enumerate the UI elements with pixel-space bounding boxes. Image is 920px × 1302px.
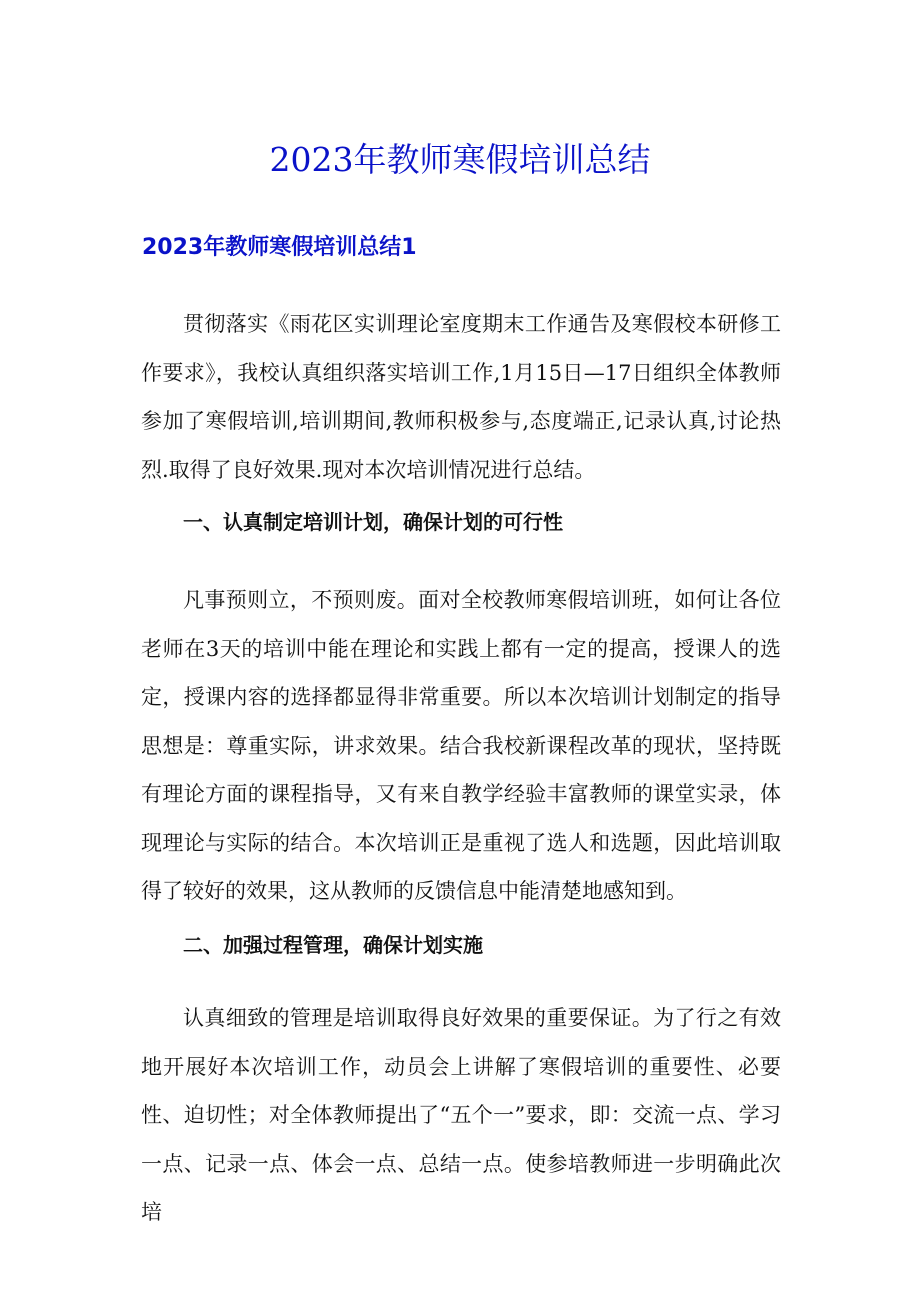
document-title: 2023年教师寒假培训总结 [269, 140, 651, 179]
heading-management: 二、加强过程管理，确保计划实施 [183, 933, 483, 957]
paragraph-plan: 凡事预则立，不预则废。面对全校教师寒假培训班，如何让各位老师在3天的培训中能在理论和实践上都有一定的提高，授课人的选定，授课内容的选择都显得非常重要。所以本次培训计划制定的指导思想是：尊重实际，讲求效果。结合我校新课程改革的现状，坚持既有理论方面的课程指导，又有来自教学经验丰富教师的课堂实录，体现理论与实际的结合。本次培训正是重视了选人和选题，因此培训取得了较好的效果，这从教师的反馈信息中能清楚地感知到。 [141, 588, 781, 903]
paragraph-management: 认真细致的管理是培训取得良好效果的重要保证。为了行之有效地开展好本次培训工作，动员会上讲解了寒假培训的重要性、必要性、迫切性；对全体教师提出了“五个一”要求，即：交流一点、学习一点、记录一点、体会一点、总结一点。使参培教师进一步明确此次培 [141, 1006, 781, 1224]
heading-plan: 一、认真制定培训计划，确保计划的可行性 [183, 510, 563, 534]
section-title: 2023年教师寒假培训总结1 [142, 235, 417, 260]
paragraph-intro: 贯彻落实《雨花区实训理论室度期末工作通告及寒假校本研修工作要求》，我校认真组织落实培训工作,1月15日—17日组织全体教师参加了寒假培训,培训期间,教师积极参与,态度端正,记录认真,讨论热烈.取得了良好效果.现对本次培训情况进行总结。 [141, 312, 781, 482]
